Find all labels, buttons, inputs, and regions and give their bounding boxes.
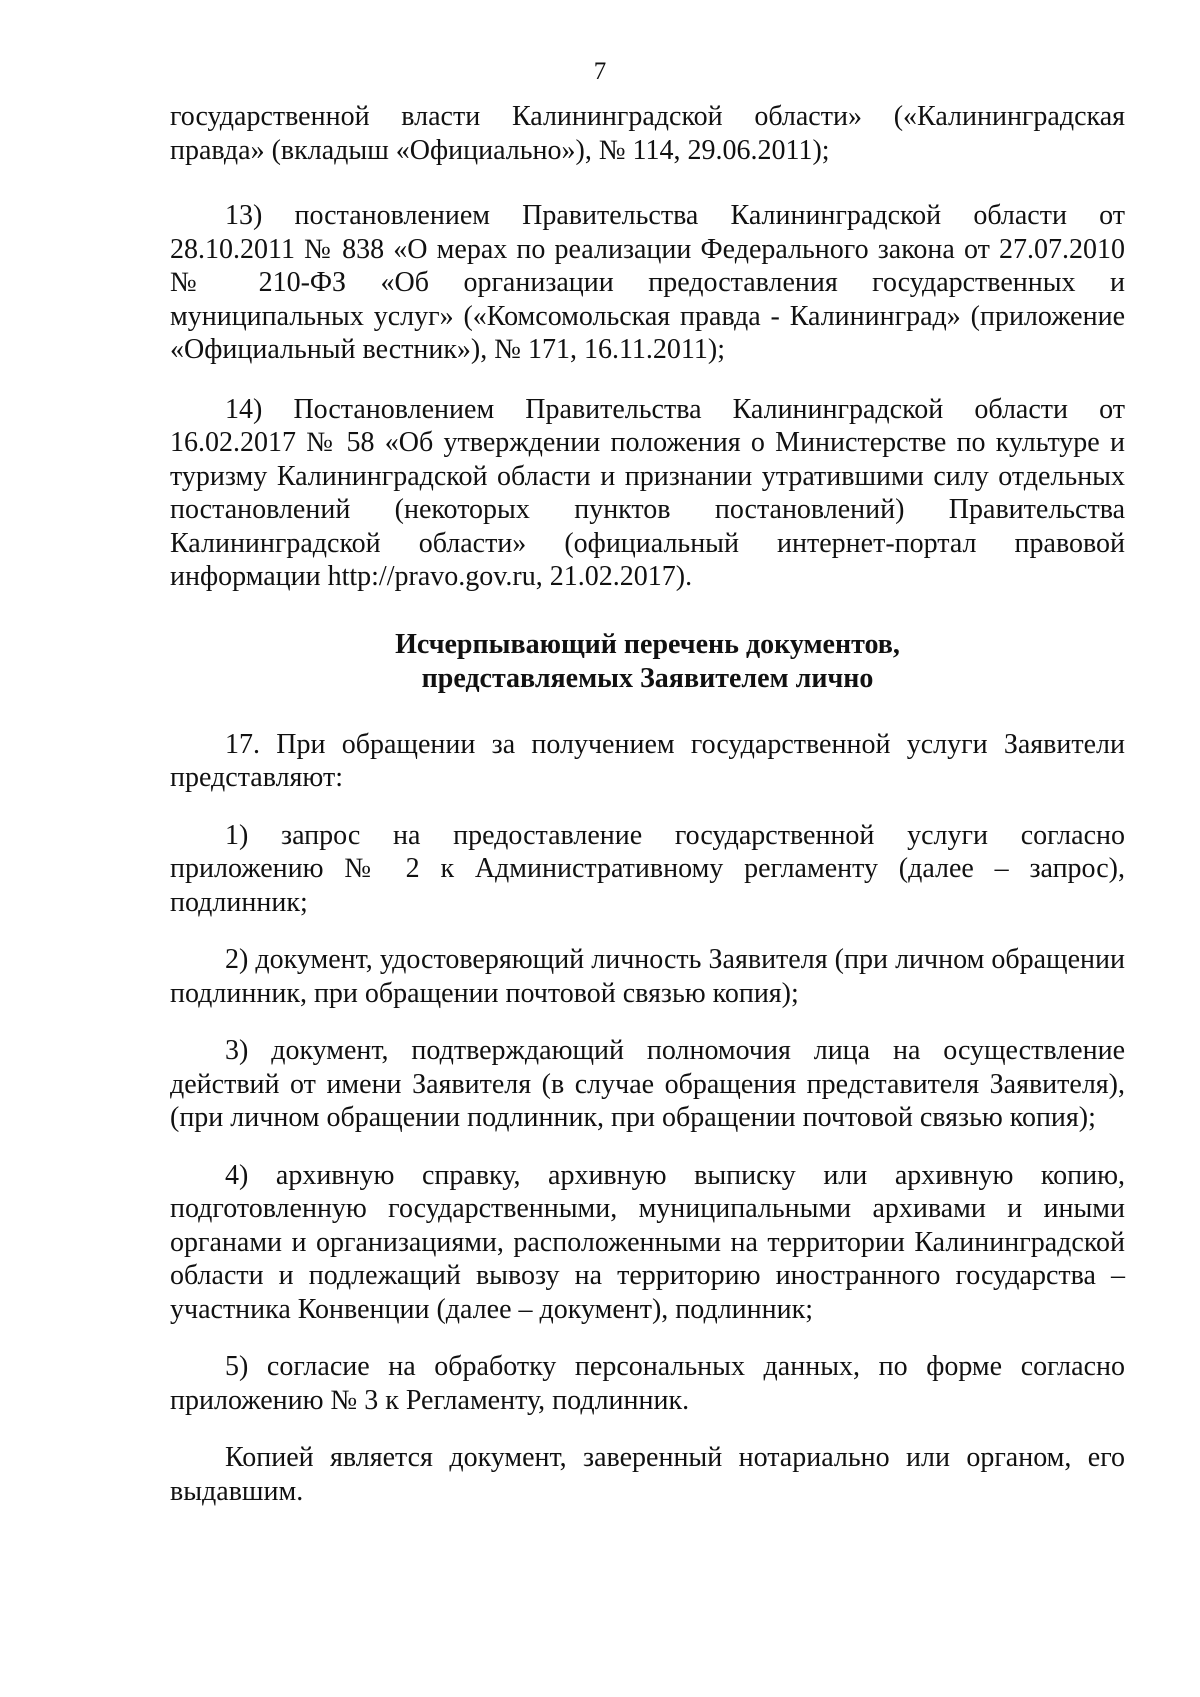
paragraph-item-14: 14) Постановлением Правительства Калининградской области от 16.02.2017 № 58 «Об утверждении положения о Министерстве по культуре и туризму Калининградской области и признании утратившими силу отдельных постановлений (некоторых пунктов постановлений) Правительства Калининградской области» (официальный интернет-портал правовой информации http://pravo.gov.ru, 21.02.2017). (170, 393, 1125, 592)
paragraph-item-13: 13) постановлением Правительства Калининградской области от 28.10.2011 № 838 «О мерах по реализации Федерального закона от 27.07.2010 № 210-ФЗ «Об организации предоставления государственных и муниципальных услуг» («Комсомольская правда - Калининград» (приложение «Официальный вестник»), № 171, 16.11.2011); (170, 200, 1125, 365)
paragraph-final: Копией является документ, заверенный нотариально или органом, его выдавшим. (170, 1442, 1125, 1507)
section-heading-line-2: представляемых Заявителем лично (421, 662, 874, 694)
document-body (170, 100, 1125, 1508)
list-item-3: 3) документ, подтверждающий полномочия лица на осуществление действий от имени Заявителя (в случае обращения представителя Заявителя), (при личном обращении подлинник, при обращении почтовой связью копия); (170, 1035, 1125, 1133)
section-heading-line-1: Исчерпывающий перечень документов, (395, 628, 900, 660)
section-heading (170, 628, 1125, 696)
list-item-4: 4) архивную справку, архивную выписку или архивную копию, подготовленную государственными, муниципальными архивами и иными органами и организациями, расположенными на территории Калининградской области и подлежащий вывозу на территорию иностранного государства – участника Конвенции (далее – документ), подлинник; (170, 1159, 1125, 1325)
list-item-2: 2) документ, удостоверяющий личность Заявителя (при личном обращении подлинник, при обращении почтовой связью копия); (170, 944, 1125, 1009)
list-item-5: 5) согласие на обработку персональных данных, по форме согласно приложению № 3 к Регламенту, подлинник. (170, 1351, 1125, 1416)
paragraph-17: 17. При обращении за получением государственной услуги Заявители представляют: (170, 728, 1125, 793)
paragraph-continued: государственной власти Калининградской области» («Калининградская правда» (вкладыш «Официально»), № 114, 29.06.2011); (170, 101, 1125, 166)
list-item-1: 1) запрос на предоставление государственной услуги согласно приложению № 2 к Административному регламенту (далее – запрос), подлинник; (170, 819, 1125, 918)
page-number: 7 (593, 58, 607, 85)
